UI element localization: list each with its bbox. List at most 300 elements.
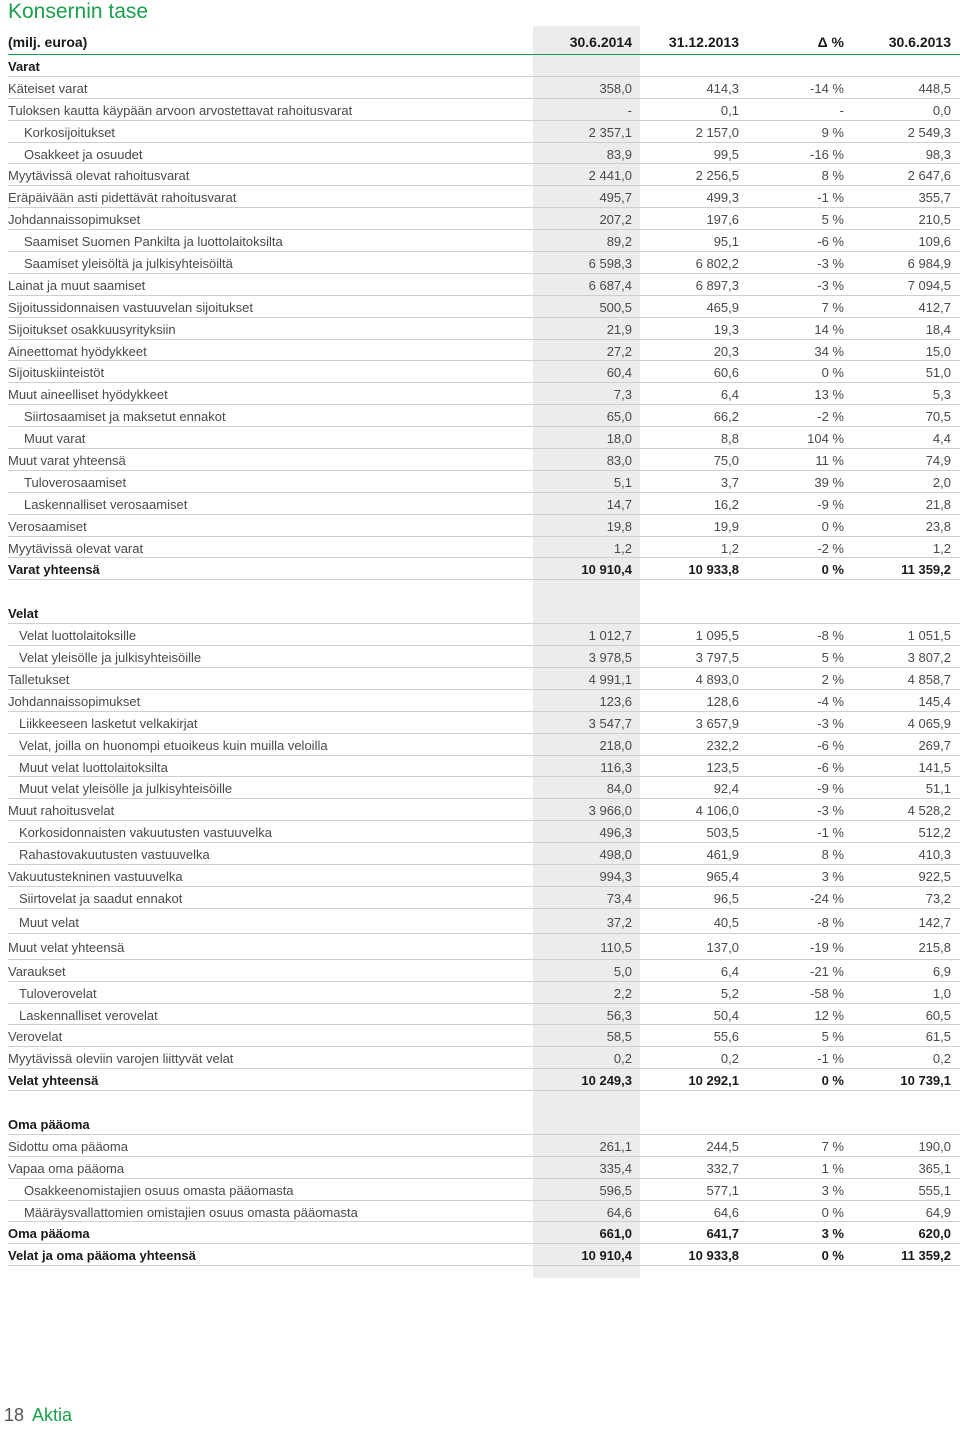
value-change-pct: 7 % <box>821 1138 844 1154</box>
value-31-12-2013: 137,0 <box>706 940 739 956</box>
value-31-12-2013: 3,7 <box>720 474 739 490</box>
row-label: Muut velat <box>19 914 79 930</box>
value-change-pct: 9 % <box>821 124 844 140</box>
row-label: Liikkeeseen lasketut velkakirjat <box>19 715 198 731</box>
row-label: Muut rahoitusvelat <box>8 803 115 819</box>
value-30-6-2014: 261,1 <box>599 1138 632 1154</box>
value-30-6-2014: 218,0 <box>599 737 632 753</box>
row-label: Tuloverosaamiset <box>24 474 127 490</box>
column-header-change-pct: Δ % <box>817 34 844 50</box>
row-label: Laskennalliset verovelat <box>19 1007 158 1023</box>
row-label: Myytävissä olevat rahoitusvarat <box>8 168 190 184</box>
row-label: Varat <box>8 59 40 74</box>
value-change-pct: 0 % <box>821 518 844 534</box>
value-31-12-2013: 66,2 <box>713 409 739 425</box>
value-31-12-2013: 10 292,1 <box>688 1073 739 1089</box>
value-30-6-2014: 4 991,1 <box>588 671 632 687</box>
table-row <box>8 515 960 537</box>
row-label: Muut velat yhteensä <box>8 940 125 956</box>
row-label: Vakuutustekninen vastuuvelka <box>8 868 183 884</box>
row-label: Velat <box>8 606 39 622</box>
table-row <box>8 1201 960 1223</box>
row-label: Vapaa oma pääoma <box>8 1160 125 1176</box>
value-31-12-2013: 1 095,5 <box>695 628 739 644</box>
value-change-pct: 12 % <box>814 1007 844 1023</box>
value-30-6-2014: 0,2 <box>613 1051 632 1067</box>
value-31-12-2013: 965,4 <box>706 868 739 884</box>
value-change-pct: -9 % <box>817 781 844 797</box>
value-31-12-2013: 197,6 <box>706 212 739 228</box>
row-label: Saamiset yleisöltä ja julkisyhteisöiltä <box>24 256 233 272</box>
value-30-6-2013: 5,3 <box>932 387 951 403</box>
table-row <box>8 1157 960 1179</box>
value-30-6-2013: 2 647,6 <box>907 168 951 184</box>
value-30-6-2014: 116,3 <box>600 759 632 775</box>
row-label: Osakkeet ja osuudet <box>24 146 143 162</box>
value-30-6-2013: 4,4 <box>932 431 951 447</box>
table-row <box>8 1222 960 1244</box>
value-change-pct: 8 % <box>821 847 844 863</box>
row-label: Muut velat yleisölle ja julkisyhteisöille <box>19 781 233 797</box>
value-31-12-2013: 40,5 <box>713 914 739 930</box>
value-change-pct: -21 % <box>810 963 844 979</box>
value-change-pct: 3 % <box>821 868 844 884</box>
table-row <box>8 449 960 471</box>
row-label: Korkosidonnaisten vakuutusten vastuuvelka <box>19 825 272 841</box>
table-row <box>8 558 960 580</box>
brand-name: Aktia <box>32 1405 73 1425</box>
value-change-pct: - <box>839 102 844 118</box>
value-31-12-2013: 19,3 <box>713 321 739 337</box>
value-30-6-2014: 358,0 <box>599 80 632 96</box>
row-label: Myytävissä oleviin varojen liittyvät velat <box>8 1051 234 1067</box>
row-label: Varat yhteensä <box>8 562 100 578</box>
value-change-pct: -8 % <box>817 628 844 644</box>
value-change-pct: 3 % <box>821 1182 844 1198</box>
value-change-pct: -6 % <box>817 759 844 775</box>
table-row <box>8 624 960 646</box>
value-31-12-2013: 55,6 <box>713 1029 739 1045</box>
value-31-12-2013: 2 256,5 <box>695 168 739 184</box>
value-30-6-2014: 1 012,7 <box>588 628 632 644</box>
row-label: Lainat ja muut saamiset <box>8 277 146 293</box>
value-31-12-2013: 19,9 <box>713 518 739 534</box>
value-30-6-2014: 60,4 <box>606 365 632 381</box>
table-row <box>8 296 960 318</box>
value-31-12-2013: 3 797,5 <box>695 650 739 666</box>
value-30-6-2013: 4 065,9 <box>907 715 951 731</box>
row-label: Johdannaissopimukset <box>8 693 141 709</box>
row-label: Määräysvallattomien omistajien osuus omasta pääomasta <box>24 1204 358 1220</box>
value-30-6-2013: 4 858,7 <box>907 671 951 687</box>
row-label: Velat yhteensä <box>8 1073 99 1089</box>
value-30-6-2014: 7,3 <box>613 387 632 403</box>
row-label: Aineettomat hyödykkeet <box>8 343 147 359</box>
table-row <box>8 383 960 405</box>
row-label: Eräpäivään asti pidettävät rahoitusvarat <box>8 190 237 206</box>
value-change-pct: -14 % <box>810 80 844 96</box>
table-row <box>8 274 960 296</box>
value-31-12-2013: 96,5 <box>713 890 739 906</box>
table-row <box>8 1135 960 1157</box>
row-label: Varaukset <box>8 963 66 979</box>
value-30-6-2014: 5,1 <box>613 474 632 490</box>
value-change-pct: 0 % <box>821 1204 844 1220</box>
value-31-12-2013: 3 657,9 <box>695 715 739 731</box>
value-30-6-2013: 210,5 <box>918 212 951 228</box>
value-change-pct: 0 % <box>821 562 844 578</box>
value-30-6-2013: 1,0 <box>932 985 951 1001</box>
row-label: Sidottu oma pääoma <box>8 1138 128 1154</box>
value-30-6-2013: 190,0 <box>918 1138 951 1154</box>
value-30-6-2013: 4 528,2 <box>907 803 951 819</box>
value-31-12-2013: 123,5 <box>706 759 739 775</box>
value-change-pct: -6 % <box>817 234 844 250</box>
value-30-6-2013: 412,7 <box>918 299 951 315</box>
table-row <box>8 361 960 383</box>
value-31-12-2013: 465,9 <box>706 299 739 315</box>
value-30-6-2013: 2,0 <box>932 474 951 490</box>
value-31-12-2013: 4 106,0 <box>695 803 739 819</box>
value-31-12-2013: 10 933,8 <box>688 1248 739 1264</box>
row-label: Sijoituskiinteistöt <box>8 365 105 381</box>
value-30-6-2014: 5,0 <box>613 963 632 979</box>
value-30-6-2014: 2 441,0 <box>588 168 632 184</box>
value-change-pct: 104 % <box>807 431 844 447</box>
table-row <box>8 493 960 515</box>
column-header-30-6-2014: 30.6.2014 <box>569 34 632 50</box>
row-label: Muut varat <box>24 431 86 447</box>
row-label: Velat yleisölle ja julkisyhteisöille <box>19 650 202 666</box>
value-31-12-2013: 60,6 <box>713 365 739 381</box>
row-label: Sijoitukset osakkuusyrityksiin <box>8 321 176 337</box>
value-30-6-2014: 3 966,0 <box>588 803 632 819</box>
value-30-6-2013: 922,5 <box>918 868 951 884</box>
value-30-6-2013: 215,8 <box>918 940 951 956</box>
value-change-pct: -9 % <box>817 496 844 512</box>
table-row <box>8 1047 960 1069</box>
value-30-6-2014: 994,3 <box>599 868 632 884</box>
value-30-6-2013: 60,5 <box>925 1007 951 1023</box>
value-31-12-2013: 4 893,0 <box>695 671 739 687</box>
row-label: Johdannaissopimukset <box>8 212 141 228</box>
value-30-6-2013: 0,0 <box>932 102 951 118</box>
value-30-6-2014: 498,0 <box>599 847 632 863</box>
value-31-12-2013: 332,7 <box>706 1160 739 1176</box>
table-row <box>8 427 960 449</box>
page-number: 18 <box>4 1405 25 1425</box>
value-31-12-2013: 6,4 <box>720 387 739 403</box>
value-30-6-2014: 495,7 <box>599 190 632 206</box>
value-change-pct: -6 % <box>817 737 844 753</box>
spacer-row <box>8 580 960 602</box>
row-label: Myytävissä olevat varat <box>8 540 144 556</box>
value-change-pct: 0 % <box>821 365 844 381</box>
table-row <box>8 537 960 559</box>
value-31-12-2013: 6 897,3 <box>695 277 739 293</box>
value-31-12-2013: 641,7 <box>706 1226 739 1242</box>
value-30-6-2013: 51,1 <box>925 781 951 797</box>
value-31-12-2013: 0,2 <box>720 1051 739 1067</box>
value-change-pct: 0 % <box>821 1248 844 1264</box>
value-30-6-2013: 15,0 <box>925 343 951 359</box>
spacer-row <box>8 1091 960 1113</box>
table-row <box>8 756 960 778</box>
value-31-12-2013: 1,2 <box>720 540 739 556</box>
value-31-12-2013: 461,9 <box>706 847 739 863</box>
value-31-12-2013: 20,3 <box>713 343 739 359</box>
value-30-6-2013: 0,2 <box>932 1051 951 1067</box>
value-30-6-2013: 1,2 <box>932 540 951 556</box>
value-31-12-2013: 244,5 <box>706 1138 739 1154</box>
value-30-6-2013: 7 094,5 <box>907 277 951 293</box>
value-30-6-2014: 56,3 <box>606 1007 632 1023</box>
value-30-6-2013: 6 984,9 <box>907 256 951 272</box>
value-30-6-2013: 512,2 <box>918 825 951 841</box>
value-30-6-2013: 70,5 <box>925 409 951 425</box>
row-label: Talletukset <box>8 671 70 687</box>
value-change-pct: -3 % <box>817 803 844 819</box>
row-label: Oma pääoma <box>8 1116 90 1132</box>
table-row <box>8 646 960 668</box>
value-30-6-2014: 2,2 <box>613 985 632 1001</box>
section-header-row <box>8 602 960 624</box>
row-label: Tuloksen kautta käypään arvoon arvostettavat rahoitusvarat <box>8 102 353 118</box>
row-label: Tuloverovelat <box>19 985 97 1001</box>
table-row <box>8 186 960 208</box>
unit-label: (milj. euroa) <box>8 34 88 50</box>
table-row <box>8 318 960 340</box>
table-row <box>8 1025 960 1047</box>
value-30-6-2013: 18,4 <box>925 321 951 337</box>
value-30-6-2014: 10 249,3 <box>581 1073 632 1089</box>
table-row <box>8 712 960 734</box>
value-30-6-2014: 1,2 <box>613 540 632 556</box>
row-label: Rahastovakuutusten vastuuvelka <box>19 847 210 863</box>
row-label: Käteiset varat <box>8 80 88 96</box>
value-30-6-2014: 596,5 <box>599 1182 632 1198</box>
value-30-6-2014: 207,2 <box>599 212 632 228</box>
value-31-12-2013: 414,3 <box>706 80 739 96</box>
table-row <box>8 777 960 799</box>
value-30-6-2014: 37,2 <box>606 914 632 930</box>
table-row <box>8 77 960 99</box>
value-30-6-2013: 98,3 <box>925 146 951 162</box>
table-row <box>8 405 960 427</box>
value-change-pct: 5 % <box>821 650 844 666</box>
table-row <box>8 982 960 1004</box>
value-change-pct: -1 % <box>817 190 844 206</box>
table-row <box>8 909 960 935</box>
value-change-pct: -1 % <box>817 1051 844 1067</box>
value-30-6-2014: 83,9 <box>606 146 632 162</box>
value-30-6-2013: 23,8 <box>925 518 951 534</box>
value-change-pct: 0 % <box>821 1073 844 1089</box>
value-30-6-2014: 14,7 <box>606 496 632 512</box>
table-row <box>8 734 960 756</box>
value-30-6-2014: 27,2 <box>606 343 632 359</box>
row-label: Siirtovelat ja saadut ennakot <box>19 890 183 906</box>
table-row <box>8 843 960 865</box>
row-label: Laskennalliset verosaamiset <box>24 496 188 512</box>
table-row <box>8 690 960 712</box>
table-row <box>8 164 960 186</box>
value-30-6-2014: 21,9 <box>606 321 632 337</box>
row-label: Velat ja oma pääoma yhteensä <box>8 1248 196 1264</box>
section-header-row <box>8 1113 960 1135</box>
value-30-6-2014: 123,6 <box>599 693 632 709</box>
value-30-6-2013: 11 359,2 <box>901 562 951 578</box>
value-31-12-2013: 6 802,2 <box>695 256 739 272</box>
value-31-12-2013: 499,3 <box>706 190 739 206</box>
value-31-12-2013: 128,6 <box>706 693 739 709</box>
value-30-6-2014: 89,2 <box>606 234 632 250</box>
table-row <box>8 340 960 362</box>
value-31-12-2013: 503,5 <box>706 825 739 841</box>
value-31-12-2013: 50,4 <box>713 1007 739 1023</box>
table-header <box>8 26 960 55</box>
value-30-6-2013: 620,0 <box>918 1226 951 1242</box>
table-row <box>8 1069 960 1091</box>
value-change-pct: -2 % <box>817 409 844 425</box>
value-change-pct: -58 % <box>810 985 844 1001</box>
value-change-pct: -16 % <box>810 146 844 162</box>
value-change-pct: -4 % <box>817 693 844 709</box>
value-31-12-2013: 6,4 <box>720 963 739 979</box>
value-31-12-2013: 75,0 <box>713 453 739 469</box>
table-row <box>8 865 960 887</box>
value-31-12-2013: 0,1 <box>720 102 739 118</box>
value-30-6-2014: 6 687,4 <box>588 277 632 293</box>
value-change-pct: 14 % <box>814 321 844 337</box>
value-30-6-2014: 3 547,7 <box>588 715 632 731</box>
value-30-6-2013: 3 807,2 <box>907 650 951 666</box>
table-row <box>8 121 960 143</box>
value-30-6-2013: 448,5 <box>918 80 951 96</box>
value-30-6-2013: 64,9 <box>925 1204 951 1220</box>
value-30-6-2013: 6,9 <box>932 963 951 979</box>
value-30-6-2013: 73,2 <box>925 890 951 906</box>
value-30-6-2014: 73,4 <box>606 890 632 906</box>
value-31-12-2013: 2 157,0 <box>695 124 739 140</box>
table-row <box>8 1004 960 1026</box>
value-30-6-2013: 555,1 <box>918 1182 951 1198</box>
value-30-6-2014: 84,0 <box>606 781 632 797</box>
value-31-12-2013: 16,2 <box>713 496 739 512</box>
row-label: Velat, joilla on huonompi etuoikeus kuin muilla veloilla <box>19 737 328 753</box>
row-label: Siirtosaamiset ja maksetut ennakot <box>24 409 226 425</box>
row-label: Osakkeenomistajien osuus omasta pääomasta <box>24 1182 294 1198</box>
value-30-6-2013: 355,7 <box>918 190 951 206</box>
value-31-12-2013: 232,2 <box>706 737 739 753</box>
value-30-6-2013: 142,7 <box>918 914 951 930</box>
value-change-pct: 5 % <box>821 212 844 228</box>
table-row <box>8 887 960 909</box>
value-30-6-2014: 3 978,5 <box>588 650 632 666</box>
value-30-6-2014: 19,8 <box>606 518 632 534</box>
row-label: Verovelat <box>8 1029 63 1045</box>
value-31-12-2013: 8,8 <box>720 431 739 447</box>
value-30-6-2014: 18,0 <box>606 431 632 447</box>
value-30-6-2013: 145,4 <box>918 693 951 709</box>
value-31-12-2013: 5,2 <box>720 985 739 1001</box>
value-30-6-2014: 10 910,4 <box>581 1248 632 1264</box>
value-31-12-2013: 577,1 <box>706 1182 739 1198</box>
value-30-6-2014: 10 910,4 <box>581 562 632 578</box>
value-change-pct: -3 % <box>817 277 844 293</box>
table-row <box>8 960 960 982</box>
value-change-pct: -3 % <box>817 715 844 731</box>
row-label: Sijoitussidonnaisen vastuuvelan sijoitukset <box>8 299 253 315</box>
row-label: Velat luottolaitoksille <box>19 628 137 644</box>
value-change-pct: 3 % <box>821 1226 844 1242</box>
value-30-6-2013: 61,5 <box>925 1029 951 1045</box>
table-row <box>8 143 960 165</box>
table-row <box>8 471 960 493</box>
value-30-6-2013: 410,3 <box>918 847 951 863</box>
table-row <box>8 668 960 690</box>
value-change-pct: -1 % <box>817 825 844 841</box>
value-30-6-2013: 1 051,5 <box>907 628 951 644</box>
value-31-12-2013: 92,4 <box>713 781 739 797</box>
value-31-12-2013: 99,5 <box>713 146 739 162</box>
value-30-6-2013: 11 359,2 <box>901 1248 951 1264</box>
value-change-pct: 34 % <box>814 343 844 359</box>
value-change-pct: 5 % <box>821 1029 844 1045</box>
row-label: Verosaamiset <box>8 518 87 534</box>
value-30-6-2014: 500,5 <box>599 299 632 315</box>
table-row <box>8 1244 960 1266</box>
row-label: Saamiset Suomen Pankilta ja luottolaitoksilta <box>24 234 283 250</box>
column-header-30-6-2013: 30.6.2013 <box>888 34 951 50</box>
value-30-6-2013: 51,0 <box>925 365 951 381</box>
value-change-pct: -3 % <box>817 256 844 272</box>
balance-sheet-table <box>8 55 960 1266</box>
value-31-12-2013: 64,6 <box>713 1204 739 1220</box>
row-label: Muut varat yhteensä <box>8 453 126 469</box>
row-label: Korkosijoitukset <box>24 124 116 140</box>
page-footer <box>4 1405 72 1426</box>
table-row <box>8 821 960 843</box>
value-30-6-2014: 661,0 <box>599 1226 632 1242</box>
table-row <box>8 799 960 821</box>
value-30-6-2013: 365,1 <box>918 1160 951 1176</box>
row-label: Oma pääoma <box>8 1226 90 1242</box>
value-30-6-2014: - <box>627 102 632 118</box>
value-change-pct: 11 % <box>815 453 844 469</box>
value-30-6-2014: 58,5 <box>606 1029 632 1045</box>
value-30-6-2014: 6 598,3 <box>588 256 632 272</box>
table-row <box>8 934 960 960</box>
value-change-pct: 13 % <box>814 387 844 403</box>
value-30-6-2014: 65,0 <box>606 409 632 425</box>
value-change-pct: -8 % <box>817 914 844 930</box>
table-row <box>8 230 960 252</box>
page-title: Konsernin tase <box>8 0 149 23</box>
value-30-6-2013: 141,5 <box>918 759 951 775</box>
section-header-row <box>8 55 960 77</box>
value-30-6-2014: 335,4 <box>599 1160 632 1176</box>
table-row <box>8 208 960 230</box>
value-change-pct: -24 % <box>810 890 844 906</box>
table-row <box>8 1179 960 1201</box>
value-30-6-2013: 269,7 <box>918 737 951 753</box>
value-change-pct: 2 % <box>821 671 844 687</box>
table-row <box>8 252 960 274</box>
value-30-6-2013: 109,6 <box>918 234 951 250</box>
value-30-6-2014: 83,0 <box>606 453 632 469</box>
value-change-pct: -2 % <box>817 540 844 556</box>
